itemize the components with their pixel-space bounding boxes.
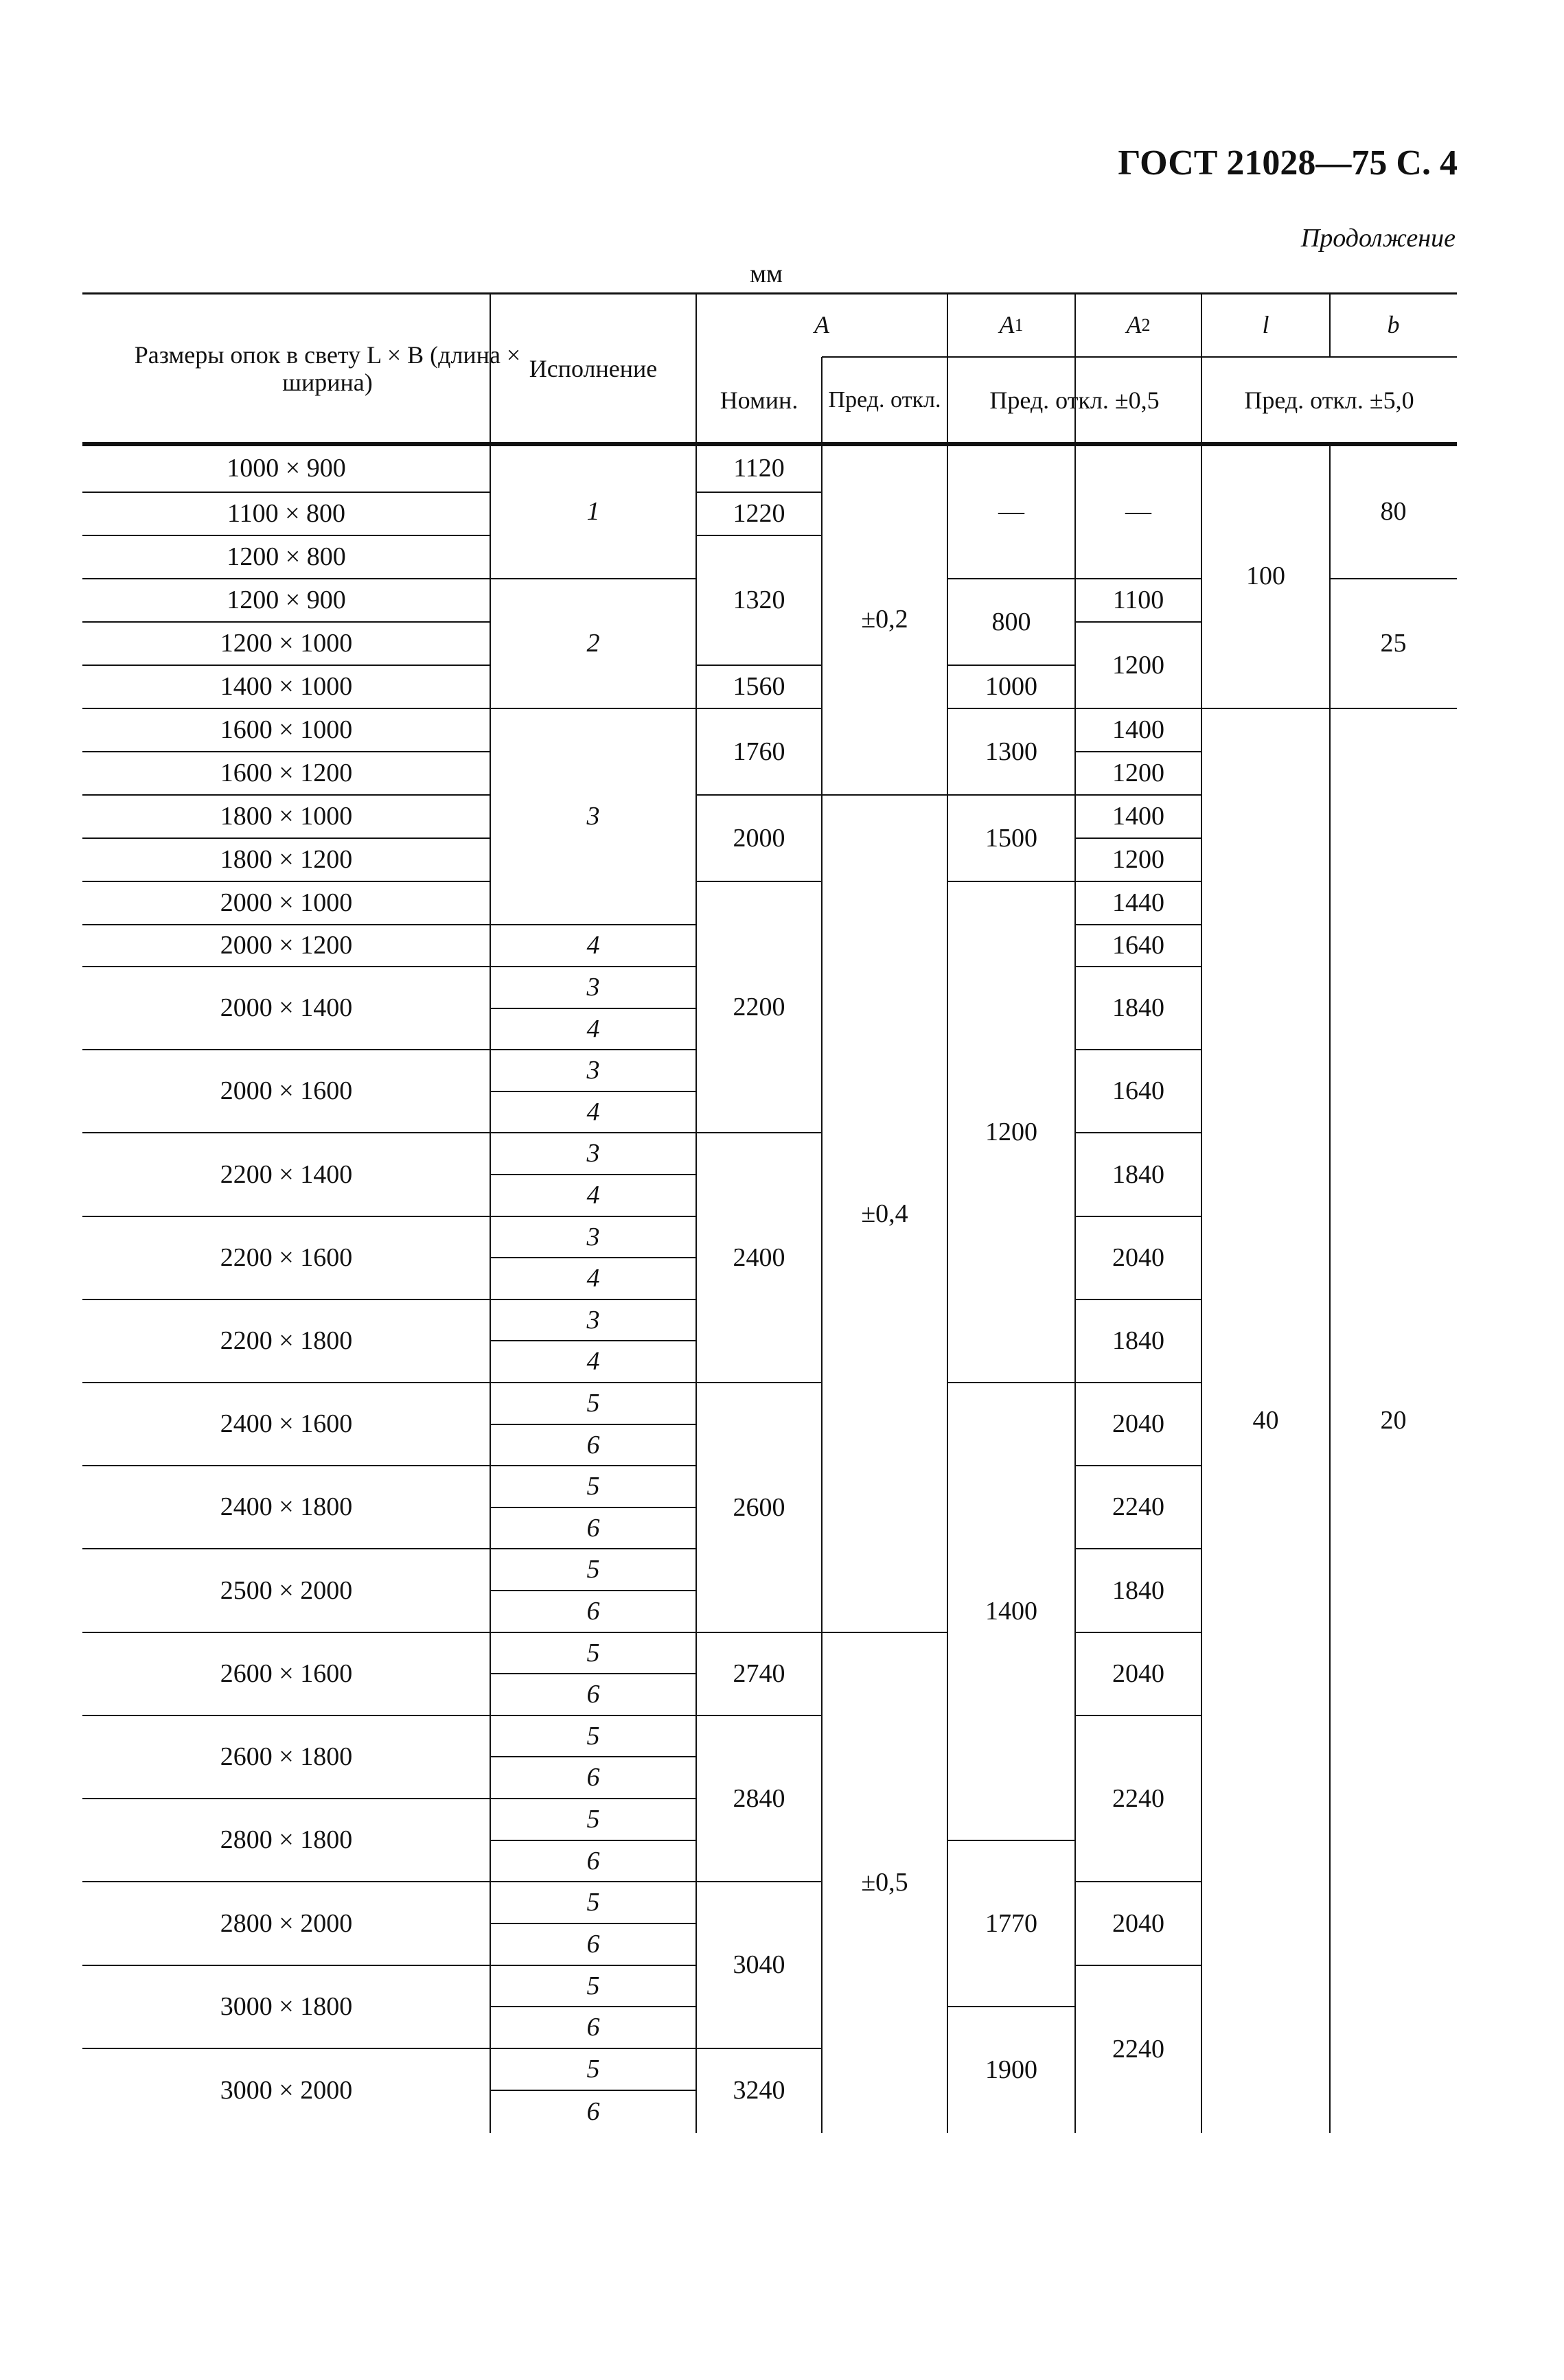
version-cell: 4 (586, 1097, 600, 1127)
a2-cell: 1200 (1112, 650, 1164, 680)
version-cell: 3 (586, 1139, 600, 1168)
a-nominal-cell: 2600 (733, 1492, 785, 1522)
b-cell: 20 (1380, 1406, 1407, 1435)
a-nominal-cell: 1320 (733, 586, 785, 615)
a2-cell: 2040 (1112, 1659, 1164, 1689)
a-tolerance-cell: ±0,5 (861, 1868, 908, 1897)
a-tolerance-cell: ±0,2 (861, 605, 908, 634)
size-cell: 2400 × 1600 (220, 1409, 353, 1439)
a-nominal-cell: 2400 (733, 1243, 785, 1272)
size-cell: 2600 × 1600 (220, 1659, 353, 1689)
size-cell: 1200 × 900 (227, 586, 346, 615)
header-pred-otkl: Пред. откл. (828, 387, 941, 413)
version-cell: 4 (586, 1347, 600, 1376)
l-cell: 100 (1246, 562, 1285, 591)
size-cell: 1200 × 800 (227, 542, 346, 572)
a-nominal-cell: 1120 (733, 453, 785, 483)
dimensions-table (82, 293, 1457, 2147)
size-cell: 2000 × 1000 (220, 888, 353, 918)
a2-cell: 1840 (1112, 1575, 1164, 1605)
a2-cell: 1200 (1112, 759, 1164, 788)
b-cell: 80 (1380, 496, 1407, 526)
version-cell: 5 (586, 1805, 600, 1834)
version-cell: 6 (586, 1930, 600, 1959)
a-nominal-cell: 2740 (733, 1659, 785, 1689)
header-tol-l-b: Пред. откл. ±5,0 (1244, 386, 1414, 415)
a-nominal-cell: 1560 (733, 672, 785, 702)
size-cell: 2000 × 1200 (220, 931, 353, 960)
version-cell: 3 (586, 1056, 600, 1085)
version-cell: 3 (586, 1222, 600, 1251)
a-nominal-cell: 2200 (733, 992, 785, 1021)
a1-cell: 1770 (985, 1908, 1037, 1938)
size-cell: 2600 × 1800 (220, 1742, 353, 1772)
a1-cell: 1200 (985, 1117, 1037, 1146)
a2-cell: 1440 (1112, 888, 1164, 918)
size-cell: 2000 × 1600 (220, 1076, 353, 1106)
a2-cell: 1840 (1112, 1326, 1164, 1356)
a2-cell: 2240 (1112, 1783, 1164, 1813)
size-cell: 1400 × 1000 (220, 672, 353, 702)
b-cell: 25 (1380, 629, 1407, 658)
header-A: A (814, 311, 829, 339)
header-nominal: Номин. (720, 386, 798, 415)
a2-cell: 1400 (1112, 802, 1164, 831)
continuation-label: Продолжение (1300, 224, 1456, 253)
size-cell: 2200 × 1600 (220, 1243, 353, 1273)
a1-cell: 1500 (985, 823, 1037, 853)
version-cell: 5 (586, 1721, 600, 1751)
a-nominal-cell: 1220 (733, 499, 785, 529)
version-cell: 6 (586, 2013, 600, 2042)
a2-cell: 2240 (1112, 2034, 1164, 2064)
size-cell: 2800 × 2000 (220, 1908, 353, 1938)
a2-cell: 1100 (1112, 586, 1164, 615)
version-cell: 6 (586, 1846, 600, 1875)
version-cell: 5 (586, 1472, 600, 1501)
header-A1: A 1 (999, 311, 1024, 339)
size-cell: 1000 × 900 (227, 453, 346, 483)
a2-cell: 1400 (1112, 715, 1164, 745)
document-header: ГОСТ 21028—75 С. 4 (1118, 143, 1458, 183)
a2-cell: — (1125, 496, 1151, 526)
header-size: Размеры опок в свету L × B (длина × ширина) (134, 340, 521, 396)
version-cell: 4 (586, 1264, 600, 1293)
a1-cell: — (998, 496, 1024, 526)
version-cell: 3 (586, 973, 600, 1002)
unit-label: мм (750, 259, 783, 288)
size-cell: 1600 × 1000 (220, 715, 353, 745)
a1-cell: 1400 (985, 1597, 1037, 1626)
version-cell: 1 (586, 496, 600, 526)
size-cell: 1800 × 1200 (220, 845, 353, 875)
version-cell: 6 (586, 1513, 600, 1543)
version-cell: 4 (586, 931, 600, 960)
a2-cell: 2040 (1112, 1243, 1164, 1273)
header-version: Исполнение (529, 354, 658, 382)
header-l: l (1262, 311, 1269, 339)
a1-cell: 1000 (985, 672, 1037, 702)
a2-cell: 1840 (1112, 1159, 1164, 1189)
version-cell: 6 (586, 1430, 600, 1459)
size-cell: 3000 × 2000 (220, 2076, 353, 2105)
a2-cell: 1840 (1112, 993, 1164, 1023)
a-nominal-cell: 2840 (733, 1783, 785, 1813)
version-cell: 5 (586, 1389, 600, 1418)
header-b: b (1387, 311, 1400, 339)
header-A2: A 2 (1126, 311, 1151, 339)
version-cell: 5 (586, 1555, 600, 1584)
size-cell: 2200 × 1400 (220, 1159, 353, 1189)
size-cell: 1800 × 1000 (220, 802, 353, 831)
a1-cell: 1900 (985, 2055, 1037, 2084)
version-cell: 6 (586, 1680, 600, 1709)
version-cell: 3 (586, 802, 600, 831)
a-nominal-cell: 3240 (733, 2076, 785, 2105)
a-nominal-cell: 1760 (733, 737, 785, 766)
a-nominal-cell: 3040 (733, 1950, 785, 1980)
a2-cell: 2040 (1112, 1908, 1164, 1938)
header-tol-A1-A2: Пред. откл. ±0,5 (989, 386, 1160, 415)
version-cell: 2 (586, 629, 600, 658)
a2-cell: 1640 (1112, 931, 1164, 960)
version-cell: 6 (586, 2096, 600, 2126)
size-cell: 2800 × 1800 (220, 1825, 353, 1855)
version-cell: 6 (586, 1597, 600, 1626)
version-cell: 5 (586, 1638, 600, 1667)
a2-cell: 1640 (1112, 1076, 1164, 1106)
l-cell: 40 (1252, 1406, 1279, 1435)
size-cell: 1200 × 1000 (220, 629, 353, 658)
size-cell: 2000 × 1400 (220, 993, 353, 1023)
a-nominal-cell: 2000 (733, 823, 785, 853)
a1-cell: 800 (991, 607, 1031, 636)
size-cell: 1100 × 800 (227, 499, 346, 529)
size-cell: 2500 × 2000 (220, 1575, 353, 1605)
size-cell: 2400 × 1800 (220, 1492, 353, 1522)
size-cell: 3000 × 1800 (220, 1992, 353, 2022)
size-cell: 2200 × 1800 (220, 1326, 353, 1356)
version-cell: 5 (586, 1971, 600, 2000)
version-cell: 4 (586, 1181, 600, 1210)
a-tolerance-cell: ±0,4 (861, 1199, 908, 1228)
version-cell: 5 (586, 1888, 600, 1917)
version-cell: 5 (586, 2055, 600, 2084)
a2-cell: 2040 (1112, 1409, 1164, 1439)
version-cell: 4 (586, 1014, 600, 1043)
a2-cell: 1200 (1112, 845, 1164, 875)
a1-cell: 1300 (985, 737, 1037, 766)
version-cell: 3 (586, 1305, 600, 1335)
version-cell: 6 (586, 1763, 600, 1792)
a2-cell: 2240 (1112, 1492, 1164, 1522)
size-cell: 1600 × 1200 (220, 759, 353, 788)
